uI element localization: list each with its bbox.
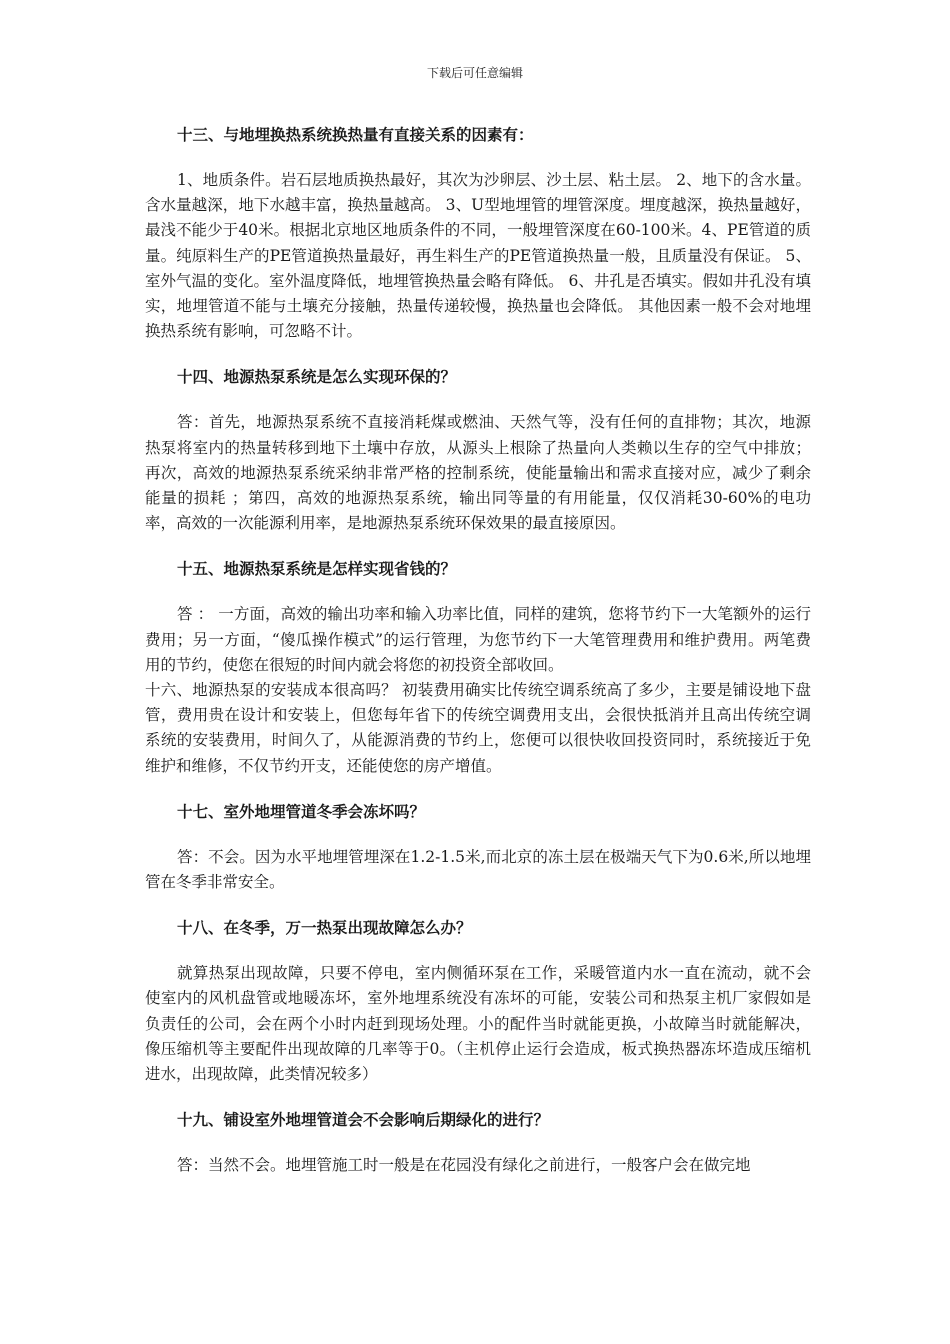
section-18-heading: 十八、在冬季，万一热泵出现故障怎么办？ bbox=[177, 918, 472, 938]
section-17-heading: 十七、室外地埋管道冬季会冻坏吗？ bbox=[177, 801, 426, 821]
section-17-body: 答：不会。因为水平地埋管埋深在1.2-1.5米,而北京的冻土层在极端天气下为0.6米,所以地埋管在冬季非常安全。 bbox=[145, 847, 811, 892]
section-13-body: 1、地质条件。岩石层地质换热最好，其次为沙卵层、沙土层、粘土层。 2、地下的含水量。含水量越深，地下水越丰富，换热量越高。 3、U型地埋管的埋管深度。埋度越深，换热量越好，最浅不能少于40米。根据北京地区地质条件的不同，一般埋管深度在60-100米。4、PE管道的质量。纯原料生产的PE管道换热量最好，再生料生产的PE管道换热量一般，且质量没有保证。 5、室外气温的变化。室外温度降低，地埋管换热量会略有降低。 6、井孔是否填实。假如井孔没有填实，地埋管道不能与土壤充分接触，热量传递较慢，换热量也会降低。 其他因素一般不会对地埋换热系统有影响，可忽略不计。 bbox=[145, 171, 811, 341]
page-header: 下载后可任意编辑 bbox=[426, 66, 523, 80]
section-13-heading: 十三、与地埋换热系统换热量有直接关系的因素有： bbox=[177, 125, 534, 144]
section-15-body: 答 ： 一方面，高效的输出功率和输入功率比值，同样的建筑，您将节约下一大笔额外的运行费用；另一方面，“傻瓜操作模式”的运行管理，为您节约下一大笔管理费用和维护费用。两笔费用的节约，使您在很短的时间内就会将您的初投资全部收回。 bbox=[145, 605, 811, 674]
section-14-body: 答：首先，地源热泵系统不直接消耗煤或燃油、天然气等，没有任何的直排物；其次，地源热泵将室内的热量转移到地下土壤中存放，从源头上根除了热量向人类赖以生存的空气中排放；再次，高效的地源热泵系统采纳非常严格的控制系统，使能量输出和需求直接对应，减少了剩余能量的损耗 ；第四，高效的地源热泵系统，输出同等量的有用能量，仅仅消耗30-60%的电功率，高效的一次能源利用率，是地源热泵系统环保效果的最直接原因。 bbox=[145, 413, 811, 533]
section-19-body: 答：当然不会。地埋管施工时一般是在花园没有绿化之前进行，一般客户会在做完地 bbox=[177, 1156, 751, 1175]
section-16-body: 十六、地源热泵的安装成本很高吗？ 初装费用确实比传统空调系统高了多少，主要是铺设地下盘管，费用贵在设计和安装上，但您每年省下的传统空调费用支出，会很快抵消并且高出传统空调系统的安装费用，时间久了，从能源消费的节约上，您便可以很快收回投资同时，系统接近于免维护和维修，不仅节约开支，还能使您的房产增值。 bbox=[145, 681, 811, 775]
section-15-heading: 十五、地源热泵系统是怎样实现省钱的？ bbox=[177, 559, 457, 579]
document-body bbox=[145, 122, 811, 1178]
section-19-heading: 十九、铺设室外地埋管道会不会影响后期绿化的进行？ bbox=[177, 1110, 550, 1130]
section-18-body: 就算热泵出现故障，只要不停电，室内侧循环泵在工作，采暖管道内水一直在流动，就不会使室内的风机盘管或地暖冻坏，室外地埋系统没有冻坏的可能，安装公司和热泵主机厂家假如是负责任的公司，会在两个小时内赶到现场处理。小的配件当时就能更换，小故障当时就能解决，像压缩机等主要配件出现故障的几率等于0。（主机停止运行会造成，板式换热器冻坏造成压缩机进水，出现故障，此类情况较多） bbox=[145, 964, 811, 1084]
section-14-heading: 十四、地源热泵系统是怎么实现环保的？ bbox=[177, 367, 457, 387]
